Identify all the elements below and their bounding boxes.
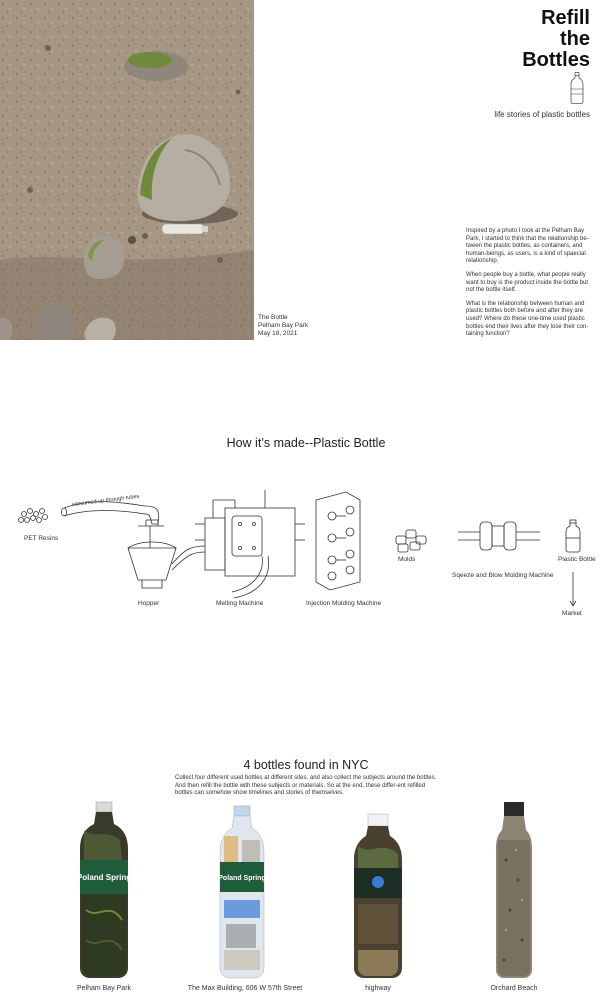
step-label-molds: Molds bbox=[398, 556, 416, 563]
bottle-brand: Poland Spring bbox=[76, 873, 132, 882]
bottles-description: Collect four different used bottles at different sites, and also collect the subjects around the bottles. And then refill the bottle with these subjects or materials. So at the end, these differ-ent refilled bottles can somehow show timelines and stories of themselves. bbox=[175, 775, 437, 796]
manufacturing-diagram bbox=[0, 480, 612, 630]
bottle-brand: Poland Spring bbox=[218, 875, 266, 882]
intro-paragraph-2: When people buy a bottle, what people really want to buy is the product inside the bottle but not the bottle itself. bbox=[466, 271, 589, 294]
caption-title: The Bottle bbox=[258, 314, 288, 321]
bottle-photo-highway bbox=[350, 800, 406, 980]
molds-icon bbox=[396, 530, 426, 552]
intro-paragraph-1: Inspired by a photo I took at the Pelham Bay Park, I started to think that the relationship be-tween the plastic bottles, as containers, and human-beings, as users, is a kind of spaecial relationship. bbox=[466, 228, 589, 265]
step-label-market: Market bbox=[562, 610, 582, 617]
bottle-label-highway: highway bbox=[365, 985, 391, 992]
bottle-photo-max-building bbox=[214, 800, 270, 980]
bottle-photo-pelham-bay-park bbox=[74, 800, 134, 980]
bottle-photo-orchard-beach bbox=[492, 800, 536, 980]
bottle-label-orchard-beach: Orchard Beach bbox=[490, 985, 538, 992]
step-label-hopper: Hopper bbox=[138, 600, 160, 607]
step-label-injection: Injection Molding Machine bbox=[306, 600, 382, 607]
title-line-2: the bbox=[560, 28, 590, 50]
title-line-3: Bottles bbox=[522, 49, 590, 71]
blow-molding-icon bbox=[458, 522, 540, 550]
caption-location: Pelham Bay Park bbox=[258, 322, 309, 329]
injection-molding-icon bbox=[316, 492, 360, 590]
step-label-squeeze: Sqeeze and Blow Molding Machine bbox=[452, 572, 554, 579]
bottle-outline-icon bbox=[569, 72, 585, 104]
bottle-label-max-building: The Max Building, 606 W 57th Street bbox=[187, 985, 303, 992]
step-label-plastic-bottle: Plastic Bottle bbox=[558, 556, 596, 563]
caption-date: May 18, 2021 bbox=[258, 330, 298, 337]
tube-label: vaccumed up through tubes bbox=[71, 493, 140, 508]
step-label-pet-resins: PET Resins bbox=[24, 535, 59, 542]
hopper-icon bbox=[128, 520, 176, 588]
step-label-melting: Melting Machine bbox=[216, 600, 264, 607]
page-title bbox=[522, 8, 590, 71]
subtitle: life stories of plastic bottles bbox=[494, 110, 590, 119]
bottles-heading: 4 bottles found in NYC bbox=[243, 758, 369, 772]
down-arrow-icon bbox=[570, 572, 576, 606]
hero-photo bbox=[0, 0, 254, 340]
intro-text bbox=[466, 228, 594, 345]
title-line-1: Refill bbox=[541, 7, 590, 29]
bottle-label-pelham: Pelham Bay Park bbox=[76, 985, 132, 992]
pet-resins-icon bbox=[19, 509, 48, 523]
melting-machine-icon bbox=[195, 490, 305, 598]
plastic-bottle-icon bbox=[566, 520, 580, 552]
intro-paragraph-3: What is the relationship between human and plastic bottles both before and after they are used? Where do these one-time used plastic bottles end their lives after they lose their con-taining function? bbox=[466, 300, 589, 338]
process-heading: How it’s made--Plastic Bottle bbox=[226, 436, 386, 450]
photo-caption bbox=[258, 314, 308, 338]
